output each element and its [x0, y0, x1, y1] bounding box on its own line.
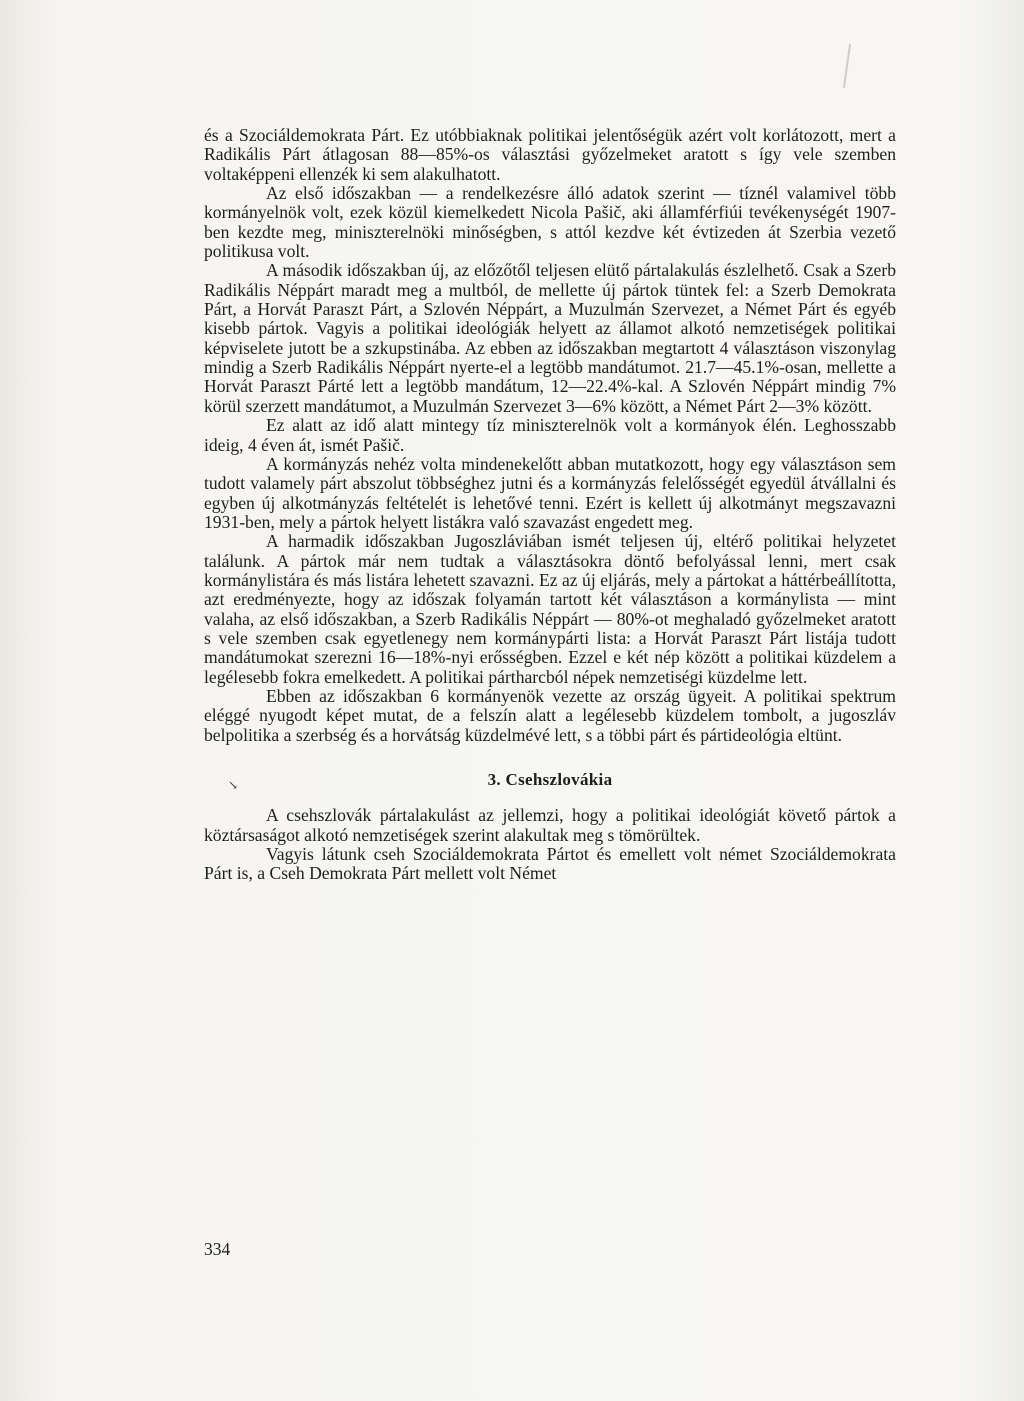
paragraph: és a Szociáldemokrata Párt. Ez utóbbiaknak politikai jelentőségük azért volt korlátozott, mert a Radikális Párt átlagosan 88—85%-os választási győzelmeket aratott s így vele szemben voltaképpeni ellenzék ki sem alakulhatott.	[204, 125, 896, 184]
paragraph: Az első időszakban — a rendelkezésre álló adatok szerint — tíznél valamivel több kormányelnök volt, ezek közül kiemelkedett Nicola Pašič, aki államférfiúi tevékenységét 1907-ben kezdte meg, miniszterelnöki minőségben, s attól kezdve két évtizeden át Szerbia vezető politikusa volt.	[204, 183, 896, 262]
scan-mark	[843, 44, 851, 88]
page-number: 334	[204, 1239, 231, 1259]
paragraph: Ez alatt az idő alatt mintegy tíz miniszterelnök volt a kormányok élén. Leghosszabb ideig, 4 éven át, ismét Pašič.	[204, 415, 896, 455]
section-heading: 3. Csehszlovákia	[487, 770, 613, 789]
paragraph: A kormányzás nehéz volta mindenekelőtt abban mutatkozott, hogy egy választáson sem tudott valamely párt abszolut többséghez jutni és a kormányzás felelősségét egyedül átvállalni és egyben új alkotmányzás feltételét is lehetővé tenni. Ezért is kellett új alkotmányt megszavazni 1931-ben, mely a pártok helyett listákra való szavazást engedett meg.	[204, 453, 896, 532]
margin-mark: ↘	[228, 778, 239, 792]
paragraph: A csehszlovák pártalakulást az jellemzi, hogy a politikai ideológiát követő pártok a köztársaságot alkotó nemzetiségek szerint alakultak meg s tömörültek.	[204, 805, 896, 845]
paragraph: Vagyis látunk cseh Szociáldemokrata Pártot és emellett volt német Szociáldemokrata Párt is, a Cseh Demokrata Párt mellett volt Német	[204, 844, 896, 884]
paragraph: A harmadik időszakban Jugoszláviában ismét teljesen új, eltérő politikai helyzetet találunk. A pártok már nem tudtak a választásokra döntő befolyással lenni, mert csak kormánylistára és más listára lehetett szavazni. Ez az új eljárás, mely a pártokat a háttérbeállította, azt eredményezte, hogy az időszak folyamán tartott két választáson a kormánylista — mint valaha, az első időszakban, a Szerb Radikális Néppárt — 80%-ot meghaladó győzelmeket aratott s vele szemben csak egyetlenegy nem kormánypárti lista: a Horvát Paraszt Párt listája tudott mandátumokat szerezni 16—18%-nyi erősségben. Ezzel e két nép között a politikai küzdelem a legélesebb fokra emelkedett. A politikai pártharcból népek nemzetiségi küzdelme lett.	[204, 531, 896, 687]
body-text	[204, 126, 896, 884]
paragraph: Ebben az időszakban 6 kormányenök vezette az ország ügyeit. A politikai spektrum eléggé nyugodt képet mutat, de a felszín alatt a legélesebb küzdelem tombolt, a jugoszláv belpolitika a szerbség és a horvátság küzdelmévé lett, s a többi párt és pártideológia eltünt.	[204, 685, 896, 745]
paragraph: A második időszakban új, az előzőtől teljesen elütő pártalakulás észlelhető. Csak a Szerb Radikális Néppárt maradt meg a multból, de mellette új pártok tüntek fel: a Szerb Demokrata Párt, a Horvát Paraszt Párt, a Szlovén Néppárt, a Muzulmán Szervezet, a Német Párt és egyéb kisebb pártok. Vagyis a politikai ideológiák helyett az államot alkotó nemzetiségek politikai képviselete jutott be a szkupstinába. Az ebben az időszakban megtartott 4 választáson viszonylag mindig a Szerb Radikális Néppárt nyerte-el a legtöbb mandátumot. 21.7—45.1%-osan, mellette a Horvát Paraszt Párté lett a legtöbb mandátum, 12—22.4%-kal. A Szlovén Néppárt mindig 7% körül szerzett mandátumot, a Muzulmán Szervezet 3—6% között, a Német Párt 2—3% között.	[204, 260, 896, 416]
